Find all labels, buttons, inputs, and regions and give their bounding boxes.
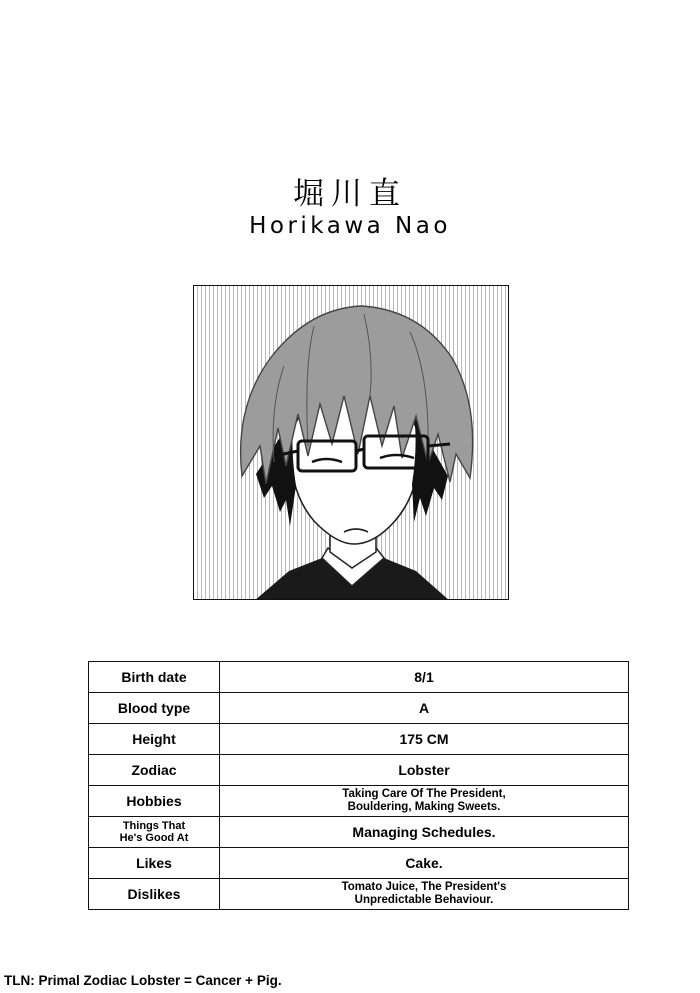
row-label: Height (89, 724, 220, 755)
table-row (89, 879, 629, 910)
row-label: Blood type (89, 693, 220, 724)
portrait-illustration (194, 286, 509, 600)
row-value: Lobster (220, 755, 629, 786)
table-row (89, 662, 629, 693)
table-row (89, 786, 629, 817)
name-english: Horikawa Nao (249, 213, 451, 239)
name-japanese: 堀川直 (293, 176, 407, 212)
row-label: Hobbies (89, 786, 220, 817)
table-row (89, 724, 629, 755)
translator-note: TLN: Primal Zodiac Lobster = Cancer + Pig. (4, 973, 282, 988)
row-value: 8/1 (220, 662, 629, 693)
row-value: A (220, 693, 629, 724)
row-value: Cake. (220, 848, 629, 879)
row-value: Tomato Juice, The President's Unpredictable Behaviour. (220, 879, 629, 910)
row-value: 175 CM (220, 724, 629, 755)
row-label: Likes (89, 848, 220, 879)
character-portrait (193, 285, 509, 600)
row-label: Dislikes (89, 879, 220, 910)
table-row (89, 848, 629, 879)
row-label: Birth date (89, 662, 220, 693)
row-label: Zodiac (89, 755, 220, 786)
table-row (89, 817, 629, 848)
table-row (89, 755, 629, 786)
profile-table (88, 661, 629, 910)
table-row (89, 693, 629, 724)
row-label: Things That He's Good At (89, 817, 220, 848)
row-value: Managing Schedules. (220, 817, 629, 848)
row-value: Taking Care Of The President, Bouldering, Making Sweets. (220, 786, 629, 817)
